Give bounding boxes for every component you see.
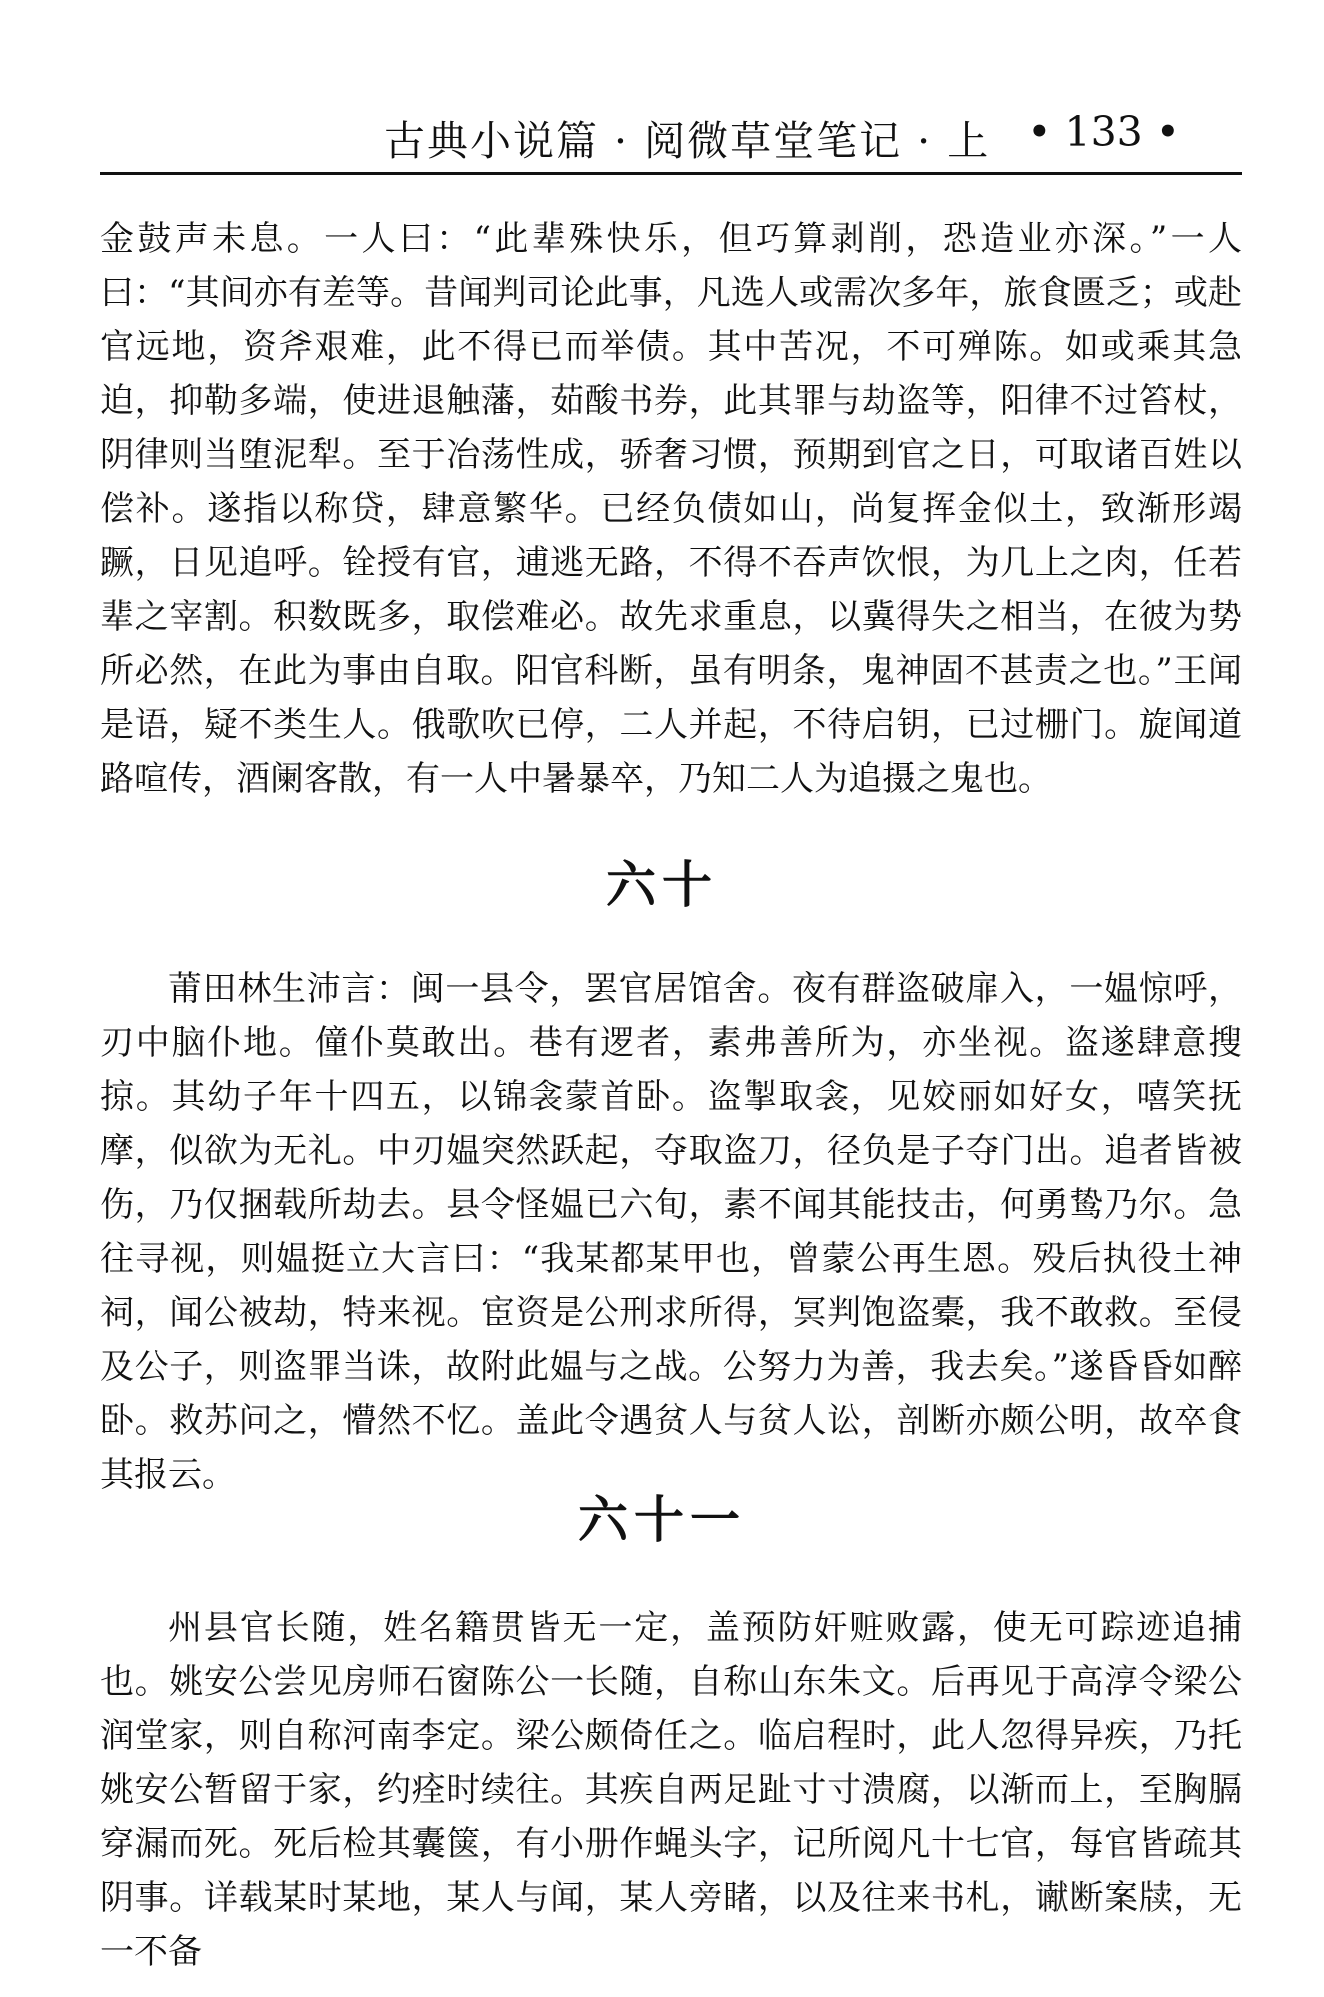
page-number: • 133 • <box>1027 108 1180 156</box>
running-header-title: 古典小说篇 · 阅微草堂笔记 · 上 <box>384 117 991 165</box>
section-heading-61: 六十一 <box>578 1490 746 1549</box>
continued-paragraph: 金鼓声未息。一人曰：“此辈殊快乐，但巧算剥削，恐造业亦深。”一人曰：“其间亦有差等。昔闻判司论此事，凡选人或需次多年，旅食匮乏；或赴官远地，资斧艰难，此不得已而举债。其中苦况，不可殚陈。如或乘其急迫，抑勒多端，使进退触藩，茹酸书券，此其罪与劫盗等，阳律不过笞杖，阴律则当堕泥犁。至于冶荡性成，骄奢习惯，预期到官之日，可取诸百姓以偿补。遂指以称贷，肆意繁华。已经负债如山，尚复挥金似土，致渐形竭蹶，日见追呼。铨授有官，逋逃无路，不得不吞声饮恨，为几上之肉，任若辈之宰割。积数既多，取偿难必。故先求重息，以冀得失之相当，在彼为势所必然，在此为事由自取。阳官科断，虽有明条，鬼神固不甚责之也。”王闻是语，疑不类生人。俄歌吹已停，二人并起，不待启钥，已过栅门。旋闻道路喧传，酒阑客散，有一人中暑暴卒，乃知二人为追摄之鬼也。 <box>100 219 1242 799</box>
header-rule <box>100 172 1242 175</box>
section-heading-60: 六十 <box>606 855 718 914</box>
section-60-paragraph: 莆田林生沛言：闽一县令，罢官居馆舍。夜有群盗破扉入，一媪惊呼，刃中脑仆地。僮仆莫敢出。巷有逻者，素弗善所为，亦坐视。盗遂肆意搜掠。其幼子年十四五，以锦衾蒙首卧。盗掣取衾，见姣丽如好女，嘻笑抚摩，似欲为无礼。中刃媪突然跃起，夺取盗刀，径负是子夺门出。追者皆被伤，乃仅捆载所劫去。县令怪媪已六旬，素不闻其能技击，何勇鸷乃尔。急往寻视，则媪挺立大言曰：“我某都某甲也，曾蒙公再生恩。殁后执役土神祠，闻公被劫，特来视。宦资是公刑求所得，冥判饱盗橐，我不敢救。至侵及公子，则盗罪当诛，故附此媪与之战。公努力为善，我去矣。”遂昏昏如醉卧。救苏问之，懵然不忆。盖此令遇贫人与贫人讼，剖断亦颇公明，故卒食其报云。 <box>100 969 1242 1495</box>
section-61-paragraph: 州县官长随，姓名籍贯皆无一定，盖预防奸赃败露，使无可踪迹追捕也。姚安公尝见房师石窗陈公一长随，自称山东朱文。后再见于高淳令梁公润堂家，则自称河南李定。梁公颇倚任之。临启程时，此人忽得异疾，乃托姚安公暂留于家，约痊时续往。其疾自两足趾寸寸溃腐，以渐而上，至胸膈穿漏而死。死后检其囊箧，有小册作蝇头字，记所阅凡十七官，每官皆疏其阴事。详载某时某地，某人与闻，某人旁睹，以及往来书札，谳断案牍，无一不备 <box>100 1608 1242 1972</box>
